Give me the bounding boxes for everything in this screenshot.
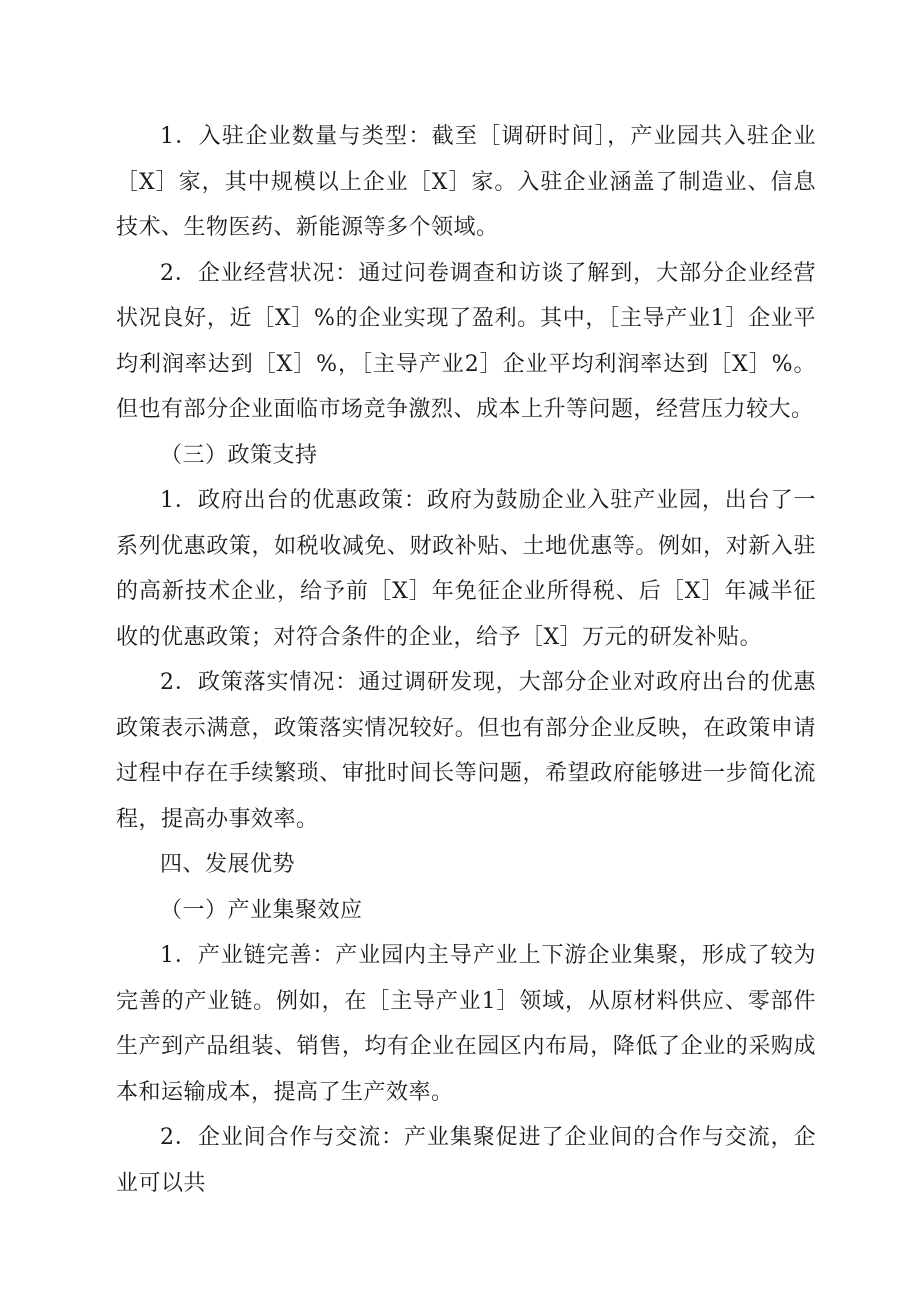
paragraph-preferential-policies: 1．政府出台的优惠政策：政府为鼓励企业入驻产业园，出台了一系列优惠政策，如税收减免、财政补贴、土地优惠等。例如，对新入驻的高新技术企业，给予前［X］年免征企业所得税、后［X］年减半征收的优惠政策；对符合条件的企业，给予［X］万元的研发补贴。 (116, 488, 816, 650)
heading-industrial-cluster: （一）产业集聚效应 (160, 897, 363, 923)
document-body (116, 114, 816, 1206)
paragraph-enterprise-count: 1．入驻企业数量与类型：截至［调研时间］，产业园共入驻企业［X］家，其中规模以上企业［X］家。入驻企业涵盖了制造业、信息技术、生物医药、新能源等多个领域。 (116, 124, 816, 240)
paragraph-policy-implementation: 2．政策落实情况：通过调研发现，大部分企业对政府出台的优惠政策表示满意，政策落实情况较好。但也有部分企业反映，在政策申请过程中存在手续繁琐、审批时间长等问题，希望政府能够进一步简化流程，提高办事效率。 (116, 670, 816, 832)
heading-development-advantages: 四、发展优势 (160, 852, 296, 877)
paragraph-enterprise-cooperation: 2．企业间合作与交流：产业集聚促进了企业间的合作与交流，企业可以共 (116, 1125, 816, 1196)
paragraph-industry-chain: 1．产业链完善：产业园内主导产业上下游企业集聚，形成了较为完善的产业链。例如，在［主导产业1］领域，从原材料供应、零部件生产到产品组装、销售，均有企业在园区内布局，降低了企业的采购成本和运输成本，提高了生产效率。 (116, 943, 816, 1105)
paragraph-enterprise-operation: 2．企业经营状况：通过问卷调查和访谈了解到，大部分企业经营状况良好，近［X］%的企业实现了盈利。其中，［主导产业1］企业平均利润率达到［X］%，［主导产业2］企业平均利润率达到［X］%。但也有部分企业面临市场竞争激烈、成本上升等问题，经营压力较大。 (116, 260, 816, 422)
heading-policy-support: （三）政策支持 (160, 442, 318, 468)
